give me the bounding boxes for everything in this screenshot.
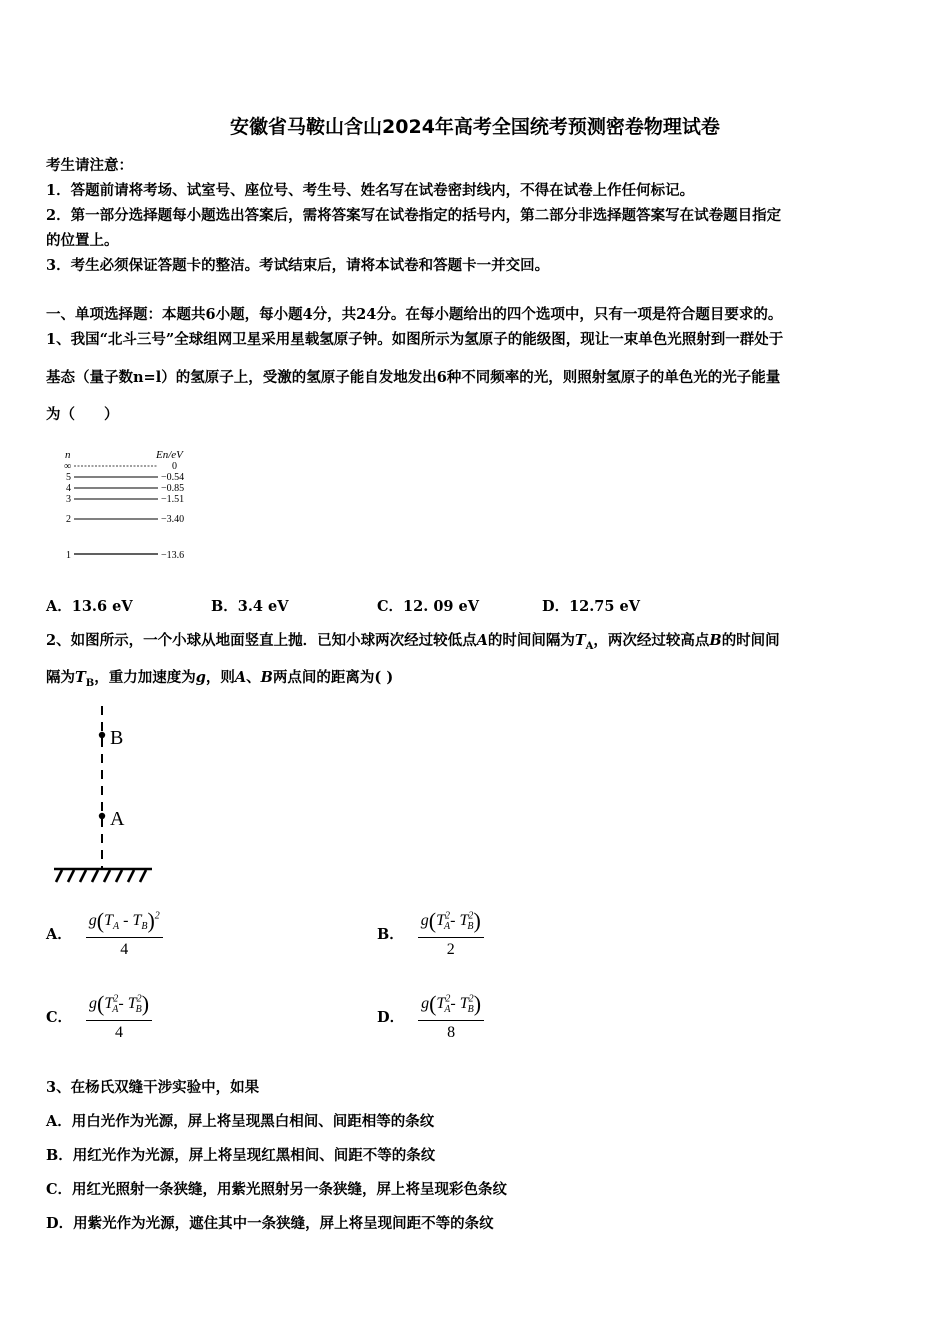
level-energy-label: −3.40 (161, 514, 185, 525)
notice-item: 3．考生必须保证答题卡的整洁。考试结束后，请将本试卷和答题卡一并交回。 (46, 257, 550, 274)
q3-stem: 3、在杨氏双缝干涉实验中，如果 (46, 1079, 260, 1096)
q2-stem-line: 隔为$T_B$，重力加速度为g，则A、B两点间的距离为( ) (46, 669, 394, 689)
point-a-dot (99, 813, 105, 819)
option-label: C． (46, 1009, 73, 1026)
level-energy-label: −1.51 (161, 494, 185, 505)
notice-item: 的位置上。 (46, 232, 119, 249)
level-n-label: 1 (66, 550, 71, 561)
q1-option-c: C．12. 09 eV (377, 598, 480, 615)
q3-option-a: A．用白光作为光源，屏上将呈现黑白相间、间距相等的条纹 (46, 1113, 435, 1130)
section-heading: 一、单项选择题：本题共6小题，每小题4分，共24分。在每小题给出的四个选项中，只有一项是符合题目要求的。 (46, 306, 783, 323)
q2-stem-line: 2、如图所示，一个小球从地面竖直上抛．已知小球两次经过较低点A的时间间隔为$T_A$，两次经过较高点B的时间间 (46, 632, 780, 652)
level-energy-label: −0.54 (161, 472, 185, 483)
q1-option-d: D．12.75 eV (542, 598, 641, 615)
energy-axis-label: En/eV (156, 449, 183, 461)
option-label: A． (46, 926, 72, 943)
point-b-label: B (110, 727, 124, 749)
notice-heading: 考生请注意： (46, 157, 133, 174)
q3-option-b: B．用红光作为光源，屏上将呈现红黑相间、间距不等的条纹 (46, 1147, 436, 1164)
level-n-label: 2 (66, 514, 71, 525)
q3-option-c: C．用红光照射一条狭缝，用紫光照射另一条狭缝，屏上将呈现彩色条纹 (46, 1181, 508, 1198)
level-energy-label: −0.85 (161, 483, 185, 494)
level-n-label: 5 (66, 472, 71, 483)
option-formula: $\frac{g(T^2_A- T^2_B)}{8}$ (418, 991, 484, 1042)
notice-item: 2．第一部分选择题每小题选出答案后，需将答案写在试卷指定的括号内，第二部分非选择题答案写在试卷题目指定 (46, 207, 782, 224)
level-n-label: 4 (66, 483, 71, 494)
level-n-label: ∞ (64, 461, 72, 472)
exam-title: 安徽省马鞍山含山2024年高考全国统考预测密卷物理试卷 (230, 116, 720, 138)
level-n-label: 3 (66, 494, 71, 505)
level-energy-label: 0 (172, 461, 177, 472)
option-formula: $\frac{g(T_A - T_B)^2}{4}$ (86, 908, 163, 959)
ground-hatching (56, 870, 146, 882)
energy-level-diagram (60, 446, 220, 568)
q1-option-a: A．13.6 eV (46, 598, 133, 615)
option-label: D． (377, 1009, 405, 1026)
q1-stem-line: 为（ ） (46, 406, 119, 423)
n-axis-label: n (65, 449, 71, 461)
level-energy-label: −13.6 (161, 550, 185, 561)
point-b-dot (99, 732, 105, 738)
option-formula: $\frac{g(T^2_A- T^2_B)}{2}$ (418, 908, 484, 959)
q1-stem-line: 基态（量子数n=l）的氢原子上，受激的氢原子能自发地发出6种不同频率的光，则照射氢原子的单色光的光子能量 (46, 369, 781, 386)
q2-option-c (46, 991, 152, 1042)
q2-option-d (377, 991, 484, 1042)
q2-option-a (46, 908, 163, 959)
q1-stem-line: 1、我国“北斗三号”全球组网卫星采用星载氢原子钟。如图所示为氢原子的能级图，现让一束单色光照射到一群处于 (46, 331, 784, 348)
option-label: B． (377, 926, 404, 943)
q3-option-d: D．用紫光作为光源，遮住其中一条狭缝，屏上将呈现间距不等的条纹 (46, 1215, 494, 1232)
q1-option-b: B．3.4 eV (211, 598, 289, 615)
option-formula: $\frac{g(T^2_A- T^2_B)}{4}$ (86, 991, 152, 1042)
point-a-label: A (110, 808, 125, 830)
q2-option-b (377, 908, 484, 959)
notice-item: 1．答题前请将考场、试室号、座位号、考生号、姓名写在试卷密封线内，不得在试卷上作任何标记。 (46, 182, 695, 199)
vertical-toss-figure (50, 702, 160, 886)
